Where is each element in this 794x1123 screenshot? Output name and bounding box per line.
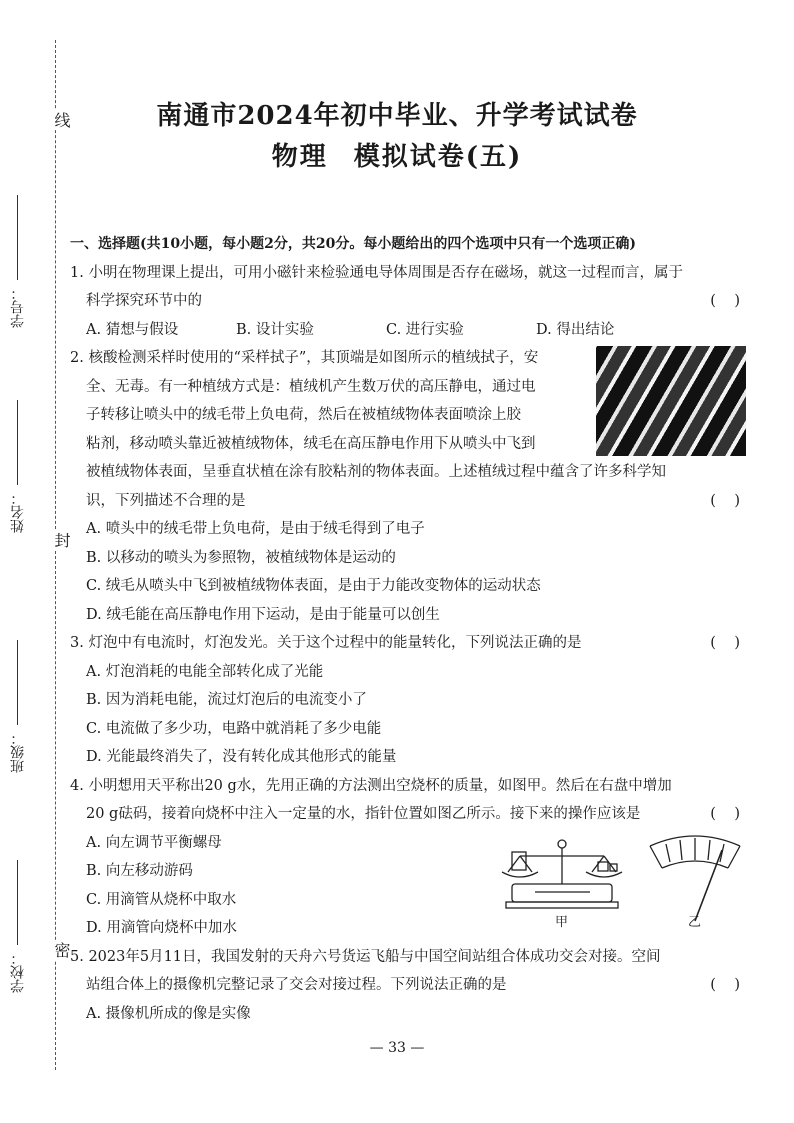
q2-option-b[interactable]: B. 以移动的喷头为参照物，被植绒物体是运动的 — [86, 549, 396, 566]
question-2 — [70, 344, 750, 629]
seal-word-xian: 线 — [52, 112, 71, 128]
q2-answer-paren[interactable]: ( ) — [710, 492, 740, 509]
q3-option-b[interactable]: B. 因为消耗电能，流过灯泡后的电流变小了 — [86, 692, 367, 708]
class-field — [8, 640, 28, 773]
exam-title: 南通市2024年初中毕业、升学考试试卷 — [156, 101, 638, 131]
school-field — [8, 860, 28, 993]
q2-line4: 粘剂，移动喷头靠近被植绒物体，绒毛在高压静电作用下从喷头中飞到 — [86, 435, 536, 452]
q2-option-d[interactable]: D. 绒毛能在高压静电作用下运动，是由于能量可以创生 — [86, 606, 440, 623]
q4-option-b[interactable]: B. 向左移动游码 — [86, 863, 193, 879]
class-label: 班级： — [10, 731, 26, 773]
q4-option-c[interactable]: C. 用滴管从烧杯中取水 — [86, 891, 237, 908]
pointer-dial-icon — [650, 836, 740, 921]
q4-answer-paren[interactable]: ( ) — [710, 806, 740, 822]
figure-b-label: 乙 — [688, 915, 702, 930]
section-heading: 一、选择题(共10小题，每小题2分，共20分。每小题给出的四个选项中只有一个选项正确) — [70, 236, 636, 252]
q1-option-c[interactable]: C. 进行实验 — [386, 321, 464, 338]
subject-label: 物理 — [271, 142, 328, 172]
student-id-field — [8, 195, 28, 328]
q2-line1: 2. 核酸检测采样时使用的“采样拭子”，其顶端是如图所示的植绒拭子，安 — [70, 350, 539, 366]
q1-line2: 科学探究环节中的 — [86, 293, 202, 309]
q3-option-d[interactable]: D. 光能最终消失了，没有转化成其他形式的能量 — [86, 749, 397, 765]
binding-dashed-line — [55, 40, 56, 1070]
q3-option-a[interactable]: A. 灯泡消耗的电能全部转化成了光能 — [86, 663, 324, 680]
q3-option-c[interactable]: C. 电流做了多少功，电路中就消耗了多少电能 — [86, 720, 382, 737]
q1-line1: 1. 小明在物理课上提出，可用小磁针来检验通电导体周围是否存在磁场，就这一过程而言，属于 — [70, 264, 683, 281]
class-blank[interactable] — [18, 640, 19, 725]
question-5 — [70, 943, 750, 1029]
q1-answer-paren[interactable]: ( ) — [710, 293, 740, 309]
q5-answer-paren[interactable]: ( ) — [710, 977, 740, 993]
q2-option-c[interactable]: C. 绒毛从喷头中飞到被植绒物体表面，是由于力能改变物体的运动状态 — [86, 578, 541, 594]
q2-line5: 被植绒物体表面，呈垂直状植在涂有胶粘剂的物体表面。上述植绒过程中蕴含了许多科学知 — [86, 464, 666, 480]
figure-a-label: 甲 — [555, 915, 569, 930]
exam-subtitle — [0, 136, 794, 173]
student-id-blank[interactable] — [18, 195, 19, 280]
q2-line2: 全、无毒。有一种植绒方式是：植绒机产生数万伏的高压静电，通过电 — [86, 378, 536, 395]
balance-figure — [490, 826, 750, 931]
student-id-label: 学号： — [10, 286, 26, 328]
q5-line1: 5. 2023年5月11日，我国发射的天舟六号货运飞船与中国空间站组合体成功交会对接。空间 — [70, 948, 661, 965]
q1-option-a[interactable]: A. 猜想与假设 — [86, 321, 179, 338]
name-blank[interactable] — [18, 400, 19, 485]
flocked-swab-image — [596, 346, 746, 456]
seal-word-mi: 密 — [52, 942, 71, 958]
name-field — [8, 400, 28, 533]
paper-label: 模拟试卷(五) — [353, 142, 523, 172]
q4-option-a[interactable]: A. 向左调节平衡螺母 — [86, 834, 222, 851]
q2-line6: 识，下列描述不合理的是 — [86, 492, 246, 509]
q5-option-a[interactable]: A. 摄像机所成的像是实像 — [86, 1005, 251, 1022]
q4-line1: 4. 小明想用天平称出20 g水，先用正确的方法测出空烧杯的质量，如图甲。然后在右盘中增加 — [70, 777, 672, 794]
school-label: 学校： — [10, 951, 26, 993]
seal-word-feng: 封 — [52, 532, 71, 548]
balance-scale-icon — [502, 840, 622, 908]
q1-option-b[interactable]: B. 设计实验 — [236, 321, 314, 338]
question-1 — [70, 259, 750, 345]
q2-line3: 子转移让喷头中的绒毛带上负电荷，然后在被植绒物体表面喷涂上胶 — [86, 407, 521, 423]
q2-option-a[interactable]: A. 喷头中的绒毛带上负电荷，是由于绒毛得到了电子 — [86, 521, 425, 537]
q4-line2: 20 g砝码，接着向烧杯中注入一定量的水，指针位置如图乙所示。接下来的操作应该是 — [86, 806, 641, 822]
name-label: 姓名： — [10, 491, 26, 533]
q3-answer-paren[interactable]: ( ) — [710, 635, 740, 651]
q3-line1: 3. 灯泡中有电流时，灯泡发光。关于这个过程中的能量转化，下列说法正确的是 — [70, 635, 582, 651]
q5-line2: 站组合体上的摄像机完整记录了交会对接过程。下列说法正确的是 — [86, 977, 507, 993]
q4-option-d[interactable]: D. 用滴管向烧杯中加水 — [86, 920, 237, 936]
question-3 — [70, 629, 750, 772]
page-number: — 33 — — [369, 1040, 425, 1056]
school-blank[interactable] — [18, 860, 19, 945]
q1-option-d[interactable]: D. 得出结论 — [536, 321, 615, 338]
